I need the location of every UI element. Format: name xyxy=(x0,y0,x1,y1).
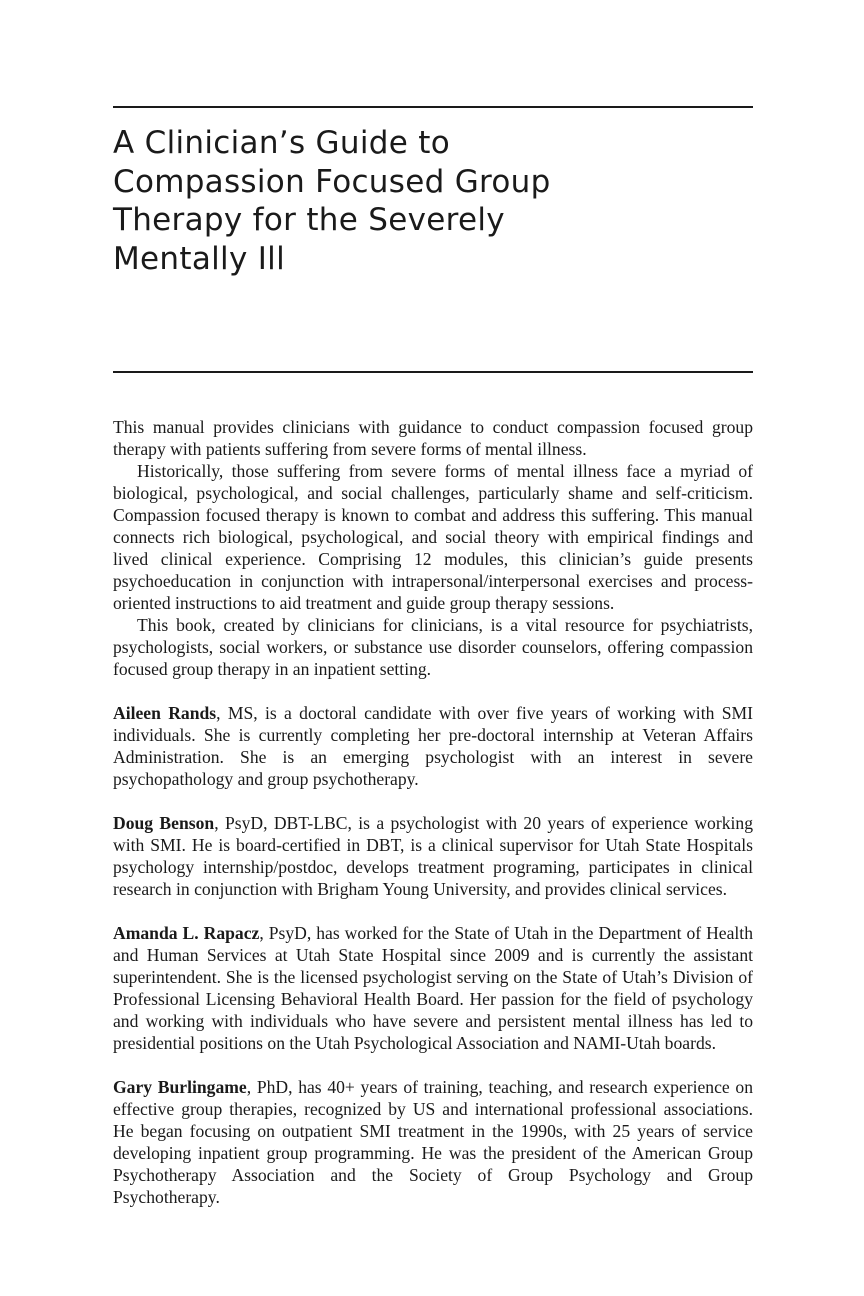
title-line: Mentally Ill xyxy=(113,240,286,277)
bottom-rule xyxy=(113,371,753,373)
author-bio-text: , PhD, has 40+ years of training, teaching, and research experience on effective group therapies, recognized by US and international professional associations. He began focusing on outpatient SMI treatment in the 1990s, with 25 years of service developing inpatient group programming. He was the president of the American Group Psychotherapy Association and the Society of Group Psychology and Group Psychotherapy. xyxy=(113,1077,754,1207)
title-line: Therapy for the Severely xyxy=(113,202,505,238)
author-name: Doug Benson xyxy=(113,813,215,833)
author-name: Gary Burlingame xyxy=(113,1077,247,1097)
description-paragraph: Historically, those suffering from severe forms of mental illness face a myriad of biological, psychological, and social challenges, particularly shame and self-criticism. Compassion focused therapy is known to combat and address this suffering. This manual connects rich biological, psychological, and social theory with empirical findings and lived clinical experience. Comprising 12 modules, this clinician’s guide presents psychoeducation in conjunction with intrapersonal/interpersonal exercises and process-oriented instructions to aid treatment and guide group therapy sessions. xyxy=(113,461,753,613)
author-bio xyxy=(113,702,753,790)
title-line: A Clinician’s Guide to xyxy=(113,125,450,161)
author-name: Amanda L. Rapacz xyxy=(113,923,260,943)
description-paragraph: This book, created by clinicians for clinicians, is a vital resource for psychiatrists, psychologists, social workers, or substance use disorder counselors, offering compassion focused group therapy in an inpatient setting. xyxy=(113,615,753,679)
back-cover-text xyxy=(113,416,753,1208)
author-bio-text: , MS, is a doctoral candidate with over five years of working with SMI individuals. She is currently completing her pre-doctoral internship at Veteran Affairs Administration. She is an emerging psychologist with an interest in severe psychopathology and group psychotherapy. xyxy=(113,703,753,789)
author-bio-text: , PsyD, DBT-LBC, is a psychologist with 20 years of experience working with SMI. He is board-certified in DBT, is a clinical supervisor for Utah State Hospitals psychology internship/postdoc, develops treatment programing, participates in clinical research in conjunction with Brigham Young University, and provides clinical services. xyxy=(113,813,753,899)
title-line: Compassion Focused Group xyxy=(113,163,551,200)
author-bio xyxy=(113,812,753,900)
top-rule xyxy=(113,106,753,108)
author-bio xyxy=(113,922,753,1054)
author-name: Aileen Rands xyxy=(113,703,217,723)
author-bio-text: , PsyD, has worked for the State of Utah in the Department of Health and Human Services at Utah State Hospital since 2009 and is currently the assistant superintendent. She is the licensed psychologist serving on the State of Utah’s Division of Professional Licensing Behavioral Health Board. Her passion for the field of psychology and working with individuals who have severe and persistent mental illness has led to presidential positions on the Utah Psychological Association and NAMI-Utah boards. xyxy=(113,923,753,1053)
author-bio xyxy=(113,1076,753,1208)
description-paragraph: This manual provides clinicians with guidance to conduct compassion focused group therapy with patients suffering from severe forms of mental illness. xyxy=(113,417,753,459)
book-title xyxy=(113,124,733,278)
